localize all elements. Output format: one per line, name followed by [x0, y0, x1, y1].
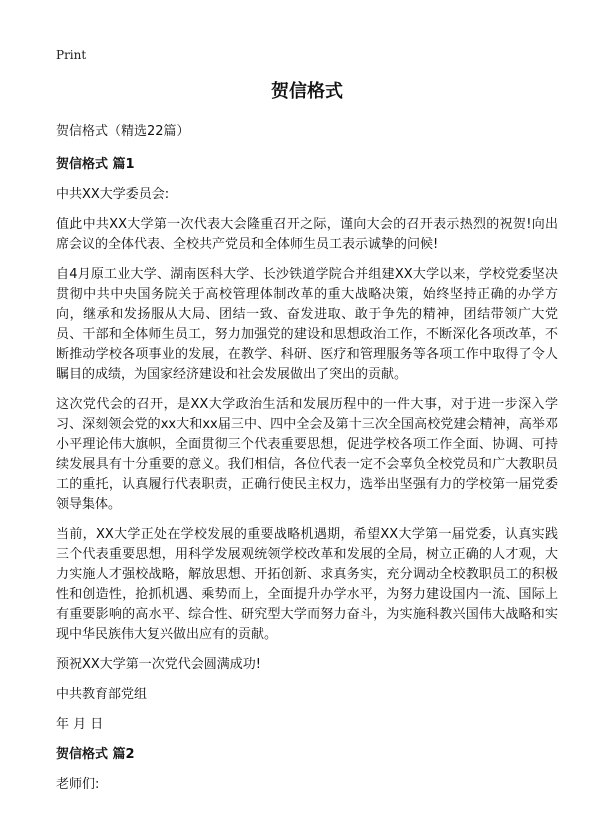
document-title: 贺信格式 — [271, 81, 343, 102]
paragraph: 这次党代会的召开，是XX大学政治生活和发展历程中的一件大事，对于进一步深入学习、深刻领会党的xx大和xx届三中、四中全会及第十三次全国高校党建会精神，高举邓小平理论伟大旗帜，全面贯彻三个代表重要思想，促进学校各项工作全面、协调、可持续发展具有十分重要的意义。我们相信，各位代表一定不会辜负全校党员和广大教职员工的重托，认真履行代表职责，正确行使民主权力，选举出坚强有力的学校第一届党委领导集体。 — [56, 397, 558, 512]
section-heading-2: 贺信格式 篇2 — [56, 747, 135, 762]
section-heading-1: 贺信格式 篇1 — [56, 157, 135, 172]
salutation-2: 老师们: — [56, 777, 100, 792]
paragraph: 当前，XX大学正处在学校发展的重要战略机遇期，希望XX大学第一届党委，认真实践三个代表重要思想，用科学发展观统领学校改革和发展的全局，树立正确的人才观，大力实施人才强校战略，解放思想、开拓创新、求真务实，充分调动全校教职员工的积极性和创造性，抢抓机遇、乘势而上，全面提升办学水平，为努力建设国内一流、国际上有重要影响的高水平、综合性、研究型大学而努力奋斗，为实施科教兴国伟大战略和实现中华民族伟大复兴做出应有的贡献。 — [56, 527, 558, 642]
paragraph: 自4月原工业大学、湖南医科大学、长沙铁道学院合并组建XX大学以来，学校党委坚决贯彻中共中央国务院关于高校管理体制改革的重大战略决策，始终坚持正确的办学方向，继承和发扬服从大局、团结一致、奋发进取、敢于争先的精神，团结带领广大党员、干部和全体师生员工，努力加强党的建设和思想政治工作，不断深化各项改革，不断推动学校各项事业的发展，在教学、科研、医疗和管理服务等各项工作中取得了令人瞩目的成绩，为国家经济建设和社会发展做出了突出的贡献。 — [56, 267, 558, 382]
signature: 中共教育部党组 — [56, 687, 148, 702]
document-subtitle: 贺信格式（精选22篇） — [56, 124, 190, 139]
paragraph: 值此中共XX大学第一次代表大会隆重召开之际，谨向大会的召开表示热烈的祝贺!向出席会议的全体代表、全校共产党员和全体师生员工表示诚挚的问候! — [56, 217, 558, 252]
document-body — [56, 78, 558, 805]
print-link[interactable]: Print — [56, 48, 87, 62]
salutation: 中共XX大学委员会: — [56, 187, 170, 202]
paragraph: 预祝XX大学第一次党代会圆满成功! — [56, 657, 262, 672]
date-line: 年 月 日 — [56, 717, 104, 732]
